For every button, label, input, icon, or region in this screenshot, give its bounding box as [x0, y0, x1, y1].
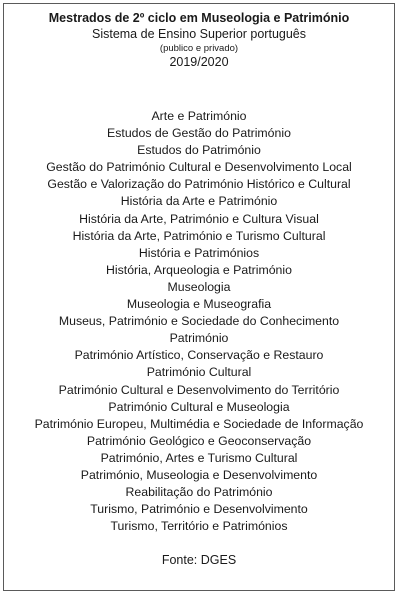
list-item: Gestão e Valorização do Património Histórico e Cultural	[47, 177, 351, 192]
academic-year: 2019/2020	[169, 55, 229, 69]
list-item: Património Geológico e Geoconservação	[86, 433, 312, 448]
header	[4, 4, 394, 70]
list-item: Museologia e Museografia	[126, 297, 272, 312]
list-item: Estudos de Gestão do Património	[107, 126, 291, 141]
list-item: Turismo, Território e Patrimónios	[110, 519, 288, 534]
list-item: Património, Artes e Turismo Cultural	[100, 450, 298, 465]
list-item: Património Cultural	[146, 365, 252, 380]
list-item: Património, Museologia e Desenvolvimento	[80, 467, 318, 482]
list-item: Museologia	[167, 279, 231, 294]
list-item: História, Arqueologia e Património	[106, 262, 292, 277]
list-item: Património Cultural e Desenvolvimento do Território	[58, 382, 340, 397]
list-item: História da Arte e Património	[120, 194, 278, 209]
program-list	[4, 108, 394, 535]
list-item: Património	[169, 331, 229, 346]
list-item: Museus, Património e Sociedade do Conhecimento	[58, 314, 340, 329]
list-item: Reabilitação do Património	[125, 485, 273, 500]
document-title: Mestrados de 2º ciclo em Museologia e Património	[48, 11, 350, 25]
list-item: Turismo, Património e Desenvolvimento	[90, 502, 308, 517]
list-item: Património Cultural e Museologia	[108, 399, 290, 414]
list-item: Estudos do Património	[137, 143, 261, 158]
list-item: História e Patrimónios	[138, 245, 260, 260]
document-frame	[3, 3, 395, 591]
list-item: História da Arte, Património e Cultura Visual	[79, 211, 319, 226]
list-item: História da Arte, Património e Turismo Cultural	[72, 228, 326, 243]
list-item: Gestão do Património Cultural e Desenvolvimento Local	[46, 160, 352, 175]
list-item: Património Europeu, Multimédia e Sociedade de Informação	[34, 416, 364, 431]
document-subtitle: Sistema de Ensino Superior português	[91, 27, 306, 41]
list-item: Património Artístico, Conservação e Restauro	[74, 348, 324, 363]
source-note: Fonte: DGES	[161, 553, 237, 567]
document-note: (publico e privado)	[159, 43, 239, 54]
list-item: Arte e Património	[151, 109, 247, 123]
